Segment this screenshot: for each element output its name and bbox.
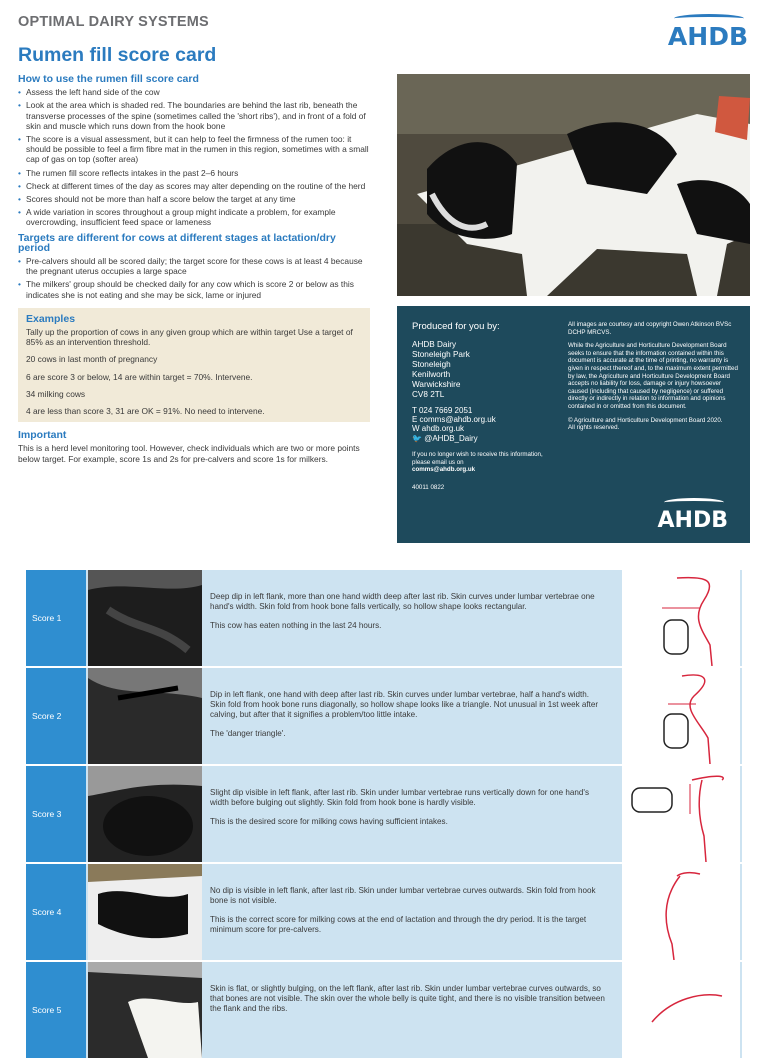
examples-line: 20 cows in last month of pregnancy <box>26 354 158 365</box>
examples-line: 4 are less than score 3, 31 are OK = 91%. No need to intervene. <box>26 406 265 417</box>
address-line: Kenilworth <box>412 370 451 380</box>
score-label: Score 4 <box>26 864 86 960</box>
examples-box <box>18 308 370 422</box>
score-description: Deep dip in left flank, more than one hand width deep after last rib. Skin curves under lumbar vertebrae one hand's width. Skin fold from hook bone falls vertically, so hollow shape looks rectangular. <box>210 592 595 611</box>
score-diagram <box>622 766 740 862</box>
score-label: Score 2 <box>26 668 86 764</box>
ahdb-logo: AHDB <box>668 14 748 49</box>
address-line: Stoneleigh Park <box>412 350 470 360</box>
table-row <box>26 668 742 764</box>
important-text: This is a herd level monitoring tool. However, check individuals which are two or more points below target. For example, score 1s and 2s for pre-calvers and score 1s for milkers. <box>18 443 360 464</box>
targets-list <box>18 256 370 300</box>
examples-line: 34 milking cows <box>26 388 86 399</box>
score-photo <box>88 864 202 960</box>
examples-heading: Examples <box>26 312 76 325</box>
page-title: Rumen fill score card <box>18 44 217 66</box>
table-row <box>26 864 742 960</box>
produced-by: Produced for you by: <box>412 321 500 332</box>
phone: T 024 7669 2051 <box>412 405 473 415</box>
disclaimer: While the Agriculture and Horticulture Development Board seeks to ensure that the information contained within this document is accurate at the time of printing, no warranty is given in respect thereof and, to the maximum extent permitted by law, the Agriculture and Horticulture Development Board accepts no liability for loss, damage or injury howsoever caused (including that caused by negligence) or suffered directly or indirectly in relation to information and opinions contained in or omitted from this document. <box>568 342 738 410</box>
score-diagram <box>622 864 740 960</box>
table-row <box>26 962 742 1058</box>
score-note: This cow has eaten nothing in the last 24 hours. <box>210 621 382 630</box>
list-item: • Look at the area which is shaded red. The boundaries are behind the last rib, beneath the transverse processes of the spine (sometimes called the 'short ribs'), and in front of a fold of skin and muscle which runs down from the hook bone <box>18 100 370 131</box>
score-photo <box>88 962 202 1058</box>
email-link[interactable]: E comms@ahdb.org.uk <box>412 414 496 424</box>
address-line: Stoneleigh <box>412 360 451 370</box>
score-label: Score 1 <box>26 570 86 666</box>
document-code: 40011 0822 <box>412 483 445 491</box>
list-item: • The rumen fill score reflects intakes in the past 2–6 hours <box>18 168 370 178</box>
examples-intro: Tally up the proportion of cows in any given group which are within target Use a target of 85% as an intervention threshold. <box>26 327 353 348</box>
hand-icon <box>632 788 672 812</box>
table-row <box>26 570 742 666</box>
list-item: • Pre-calvers should all be scored daily; the target score for these cows is at least 4 because the pregnant uterus occupies a large space <box>18 256 370 276</box>
table-row <box>26 766 742 862</box>
important-section <box>18 430 370 464</box>
address-line: CV8 2TL <box>412 390 445 400</box>
list-item: • The milkers' group should be checked daily for any cow which is score 2 or below as this indicates she is not eating and she may be sick, lame or injured <box>18 279 370 299</box>
unsubscribe-email[interactable]: comms@ahdb.org.uk <box>412 466 476 474</box>
list-item: • A wide variation in scores throughout a group might indicate a problem, for example overcrowding, insufficient feed space or lameness <box>18 207 370 227</box>
howto-list <box>18 87 370 227</box>
score-photo <box>88 668 202 764</box>
score-note: This is the desired score for milking cows having sufficient intakes. <box>210 817 448 826</box>
list-item: • Assess the left hand side of the cow <box>18 87 370 97</box>
important-heading: Important <box>18 429 67 442</box>
website-link[interactable]: W ahdb.org.uk <box>412 424 465 434</box>
score-description: No dip is visible in left flank, after last rib. Skin under lumbar vertebrae curves outwards. Skin fold from hook bone is not visible. <box>210 886 596 905</box>
score-note: This is the correct score for milking cows at the end of lactation and through the dry period. It is the target minimum score for pre-calvers. <box>210 915 587 934</box>
images-credit: All images are courtesy and copyright Owen Atkinson BVSc DCHP MRCVS. <box>568 321 732 336</box>
score-photo <box>88 570 202 666</box>
copyright: © Agriculture and Horticulture Development Board 2020. All rights reserved. <box>568 416 723 432</box>
hand-icon <box>664 620 688 654</box>
cow-photo <box>397 74 750 296</box>
hand-icon <box>664 714 688 748</box>
score-description: Dip in left flank, one hand with deep after last rib. Skin curves under lumbar vertebrae, half a hand's width. Skin fold from hook bone runs diagonally, so hollow shape looks like a triangle. Not unusual in 1st week after calving, but after that it signifies a problem/too little intake. <box>210 690 599 719</box>
examples-line: 6 are score 3 or below, 14 are within target = 70%. Intervene. <box>26 371 253 382</box>
howto-heading: How to use the rumen fill score card <box>18 73 199 85</box>
list-item: • The score is a visual assessment, but it can help to feel the firmness of the rumen too: it should be possible to feel a firm fibre mat in the rumen in this region, sometimes with a small cap of gas on top (softer area) <box>18 134 370 165</box>
brand-wordmark: OPTIMAL DAIRY SYSTEMS <box>18 14 209 30</box>
org-name: AHDB Dairy <box>412 340 457 349</box>
twitter-icon: 🐦 <box>412 433 422 443</box>
score-diagram <box>622 962 740 1058</box>
contact-panel <box>397 306 750 543</box>
list-item: • Scores should not be more than half a score below the target at any time <box>18 194 370 204</box>
score-description: Slight dip visible in left flank, after last rib. Skin under lumbar vertebrae runs vertically down for one hand's width before bulging out slightly. Skin fold from hook bone is hardly visible. <box>210 788 589 807</box>
score-table <box>26 570 742 1060</box>
targets-heading: Targets are different for cows at different stages at lactation/dry period <box>18 231 336 254</box>
unsubscribe-text: If you no longer wish to receive this information, please email us on <box>412 451 543 466</box>
list-item: • Check at different times of the day as scores may alter depending on the routine of the herd <box>18 181 370 191</box>
address-line: Warwickshire <box>412 380 461 390</box>
instructions-column <box>18 74 370 464</box>
twitter-link[interactable]: 🐦 @AHDB_Dairy <box>412 433 478 443</box>
score-note: The 'danger triangle'. <box>210 729 286 738</box>
score-label: Score 3 <box>26 766 86 862</box>
score-diagram <box>622 570 740 666</box>
score-label: Score 5 <box>26 962 86 1058</box>
score-description: Skin is flat, or slightly bulging, on the left flank, after last rib. Skin under lumbar vertebrae curves outwards, so that bones are not visible. The skin over the whole belly is quite tight, and there is no visible transition between the flank and the ribs. <box>210 984 605 1013</box>
score-photo <box>88 766 202 862</box>
ahdb-logo-panel: AHDB <box>658 498 728 533</box>
score-diagram <box>622 668 740 764</box>
